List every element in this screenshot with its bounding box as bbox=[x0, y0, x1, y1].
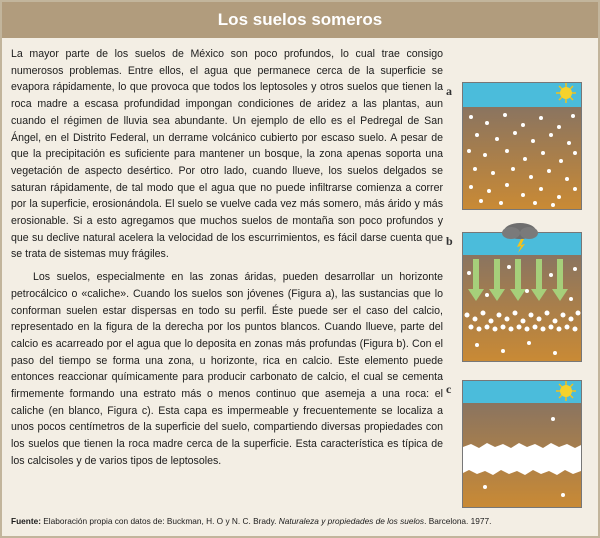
soil-layer bbox=[463, 255, 581, 361]
figure-b bbox=[462, 232, 582, 362]
sun-icon bbox=[556, 381, 576, 401]
caliche-layer bbox=[463, 443, 581, 475]
figure-b-label: b bbox=[446, 234, 453, 248]
title-bar bbox=[2, 2, 598, 38]
paragraph-1: La mayor parte de los suelos de México son poco profundos, lo cual trae consigo numerosos problemas. Entre ellos, el agua que permanece cerca de la superficie se evapora rápidamente, lo que provoca que todos los leptosoles y otros suelos que tienen la roca madre a escasa profundidad impongan condiciones de aridez a las plantas, aun cuando el régimen de lluvia sea abundante. Un ejemplo de ello es el Pedregal de San Ángel, en el Distrito Federal, un derrame volcánico cubierto por escaso suelo. A pesar de que la precipitación es suficiente para mantener un bosque, la zona apenas soporta una vegetación de aspecto desértico. Por otro lado, cuando llueve, los suelos delgados se saturan rápidamente, de tal modo que el agua que no puede infiltrarse comienza a correr por la superficie, erosionándola. El suelo se vuelve cada vez más somero, más árido y más erosionable. Si a esto agregamos que muchos suelos de montaña son poco profundos y que su declive natural acelera la velocidad de los escurrimientos, es fácil darse cuenta que se trata de sistemas muy frágiles. bbox=[11, 48, 443, 261]
sun-icon bbox=[556, 83, 576, 103]
paragraph-2: Los suelos, especialmente en las zonas áridas, pueden desarrollar un horizonte petrocálcico o «caliche». Cuando los suelos son jóvenes (Figura a), las sustancias que lo conforman suelen estar dispersas en todo su perfil. Éste puede ser el caso del calcio, representado en la figura de la derecha por los puntos blancos. Cuando llueve, parte del calcio es acarreado por el agua que lo deposita en zonas más profundas (Figura b). Con el paso del tiempo se forma una zona, u horizonte, rica en calcio. Este elemento puede entonces reaccionar químicamente para producir carbonato de calcio, el cual se cementa firmemente formando una estrato más o menos continuo que asemeja a una roca: el caliche (en blanco, Figura c). Esta capa es impermeable y frecuentemente se localiza a unos pocos centímetros de la superficie del suelo, compartiendo diversas propiedades con los suelos que tienen la roca madre cerca de la superficie. Esta característica es típica de los calcisoles y de varios tipos de leptosoles. bbox=[11, 271, 443, 467]
figure-a-label: a bbox=[446, 84, 452, 98]
source-text: Elaboración propia con datos de: Buckman, H. O y N. C. Brady. bbox=[40, 516, 279, 526]
source-footer bbox=[11, 516, 571, 526]
figure-c-label: c bbox=[446, 382, 452, 396]
source-book: Naturaleza y propiedades de los suelos bbox=[278, 516, 425, 526]
figure-c bbox=[462, 380, 582, 508]
source-tail: . Barcelona. 1977. bbox=[424, 516, 492, 526]
figure-a bbox=[462, 82, 582, 210]
source-label: Fuente: bbox=[11, 516, 41, 526]
body-text bbox=[11, 46, 443, 476]
page-title: Los suelos someros bbox=[217, 10, 383, 29]
